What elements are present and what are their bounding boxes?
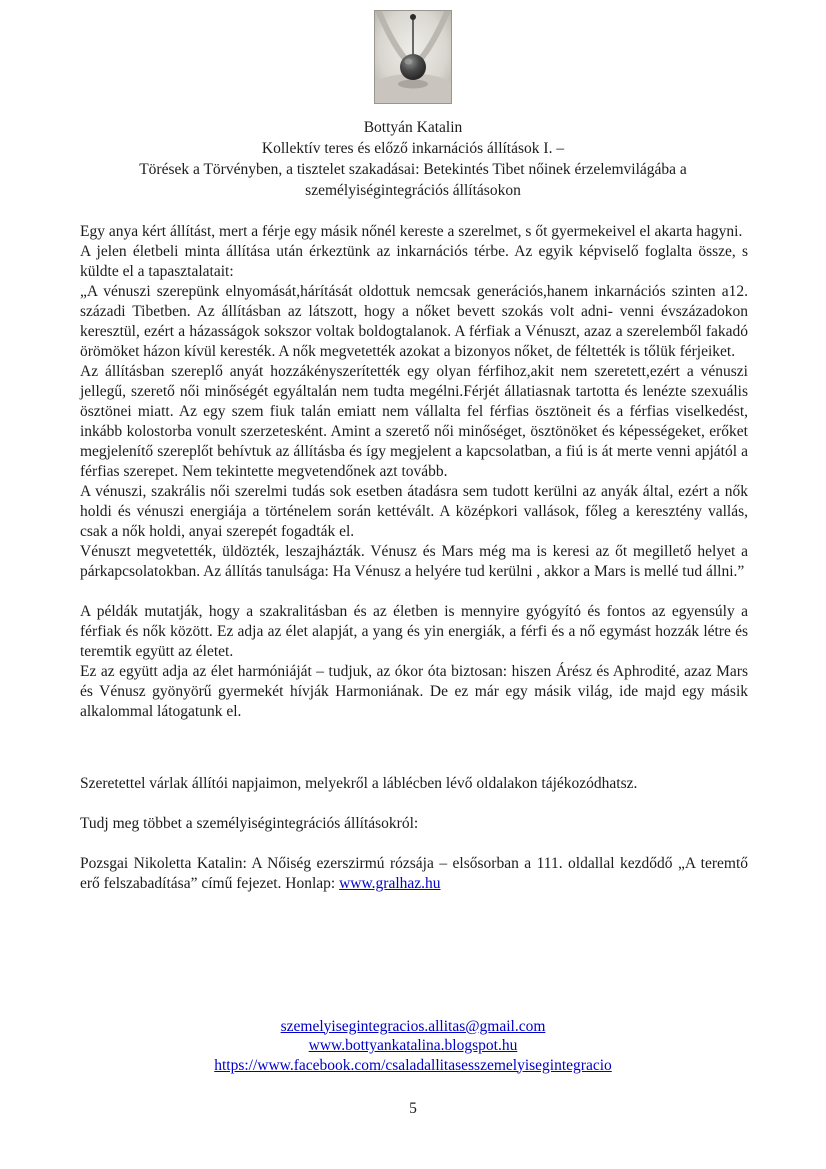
title-line-2: Törések a Törvényben, a tisztelet szakadásai: Betekintés Tibet nőinek érzelemvilágába a személyiségintegrációs állításokon [139, 161, 687, 199]
body-paragraph: A vénuszi, szakrális női szerelmi tudás sok esetben átadásra sem tudott kerülni az anyák által, ezért a nők holdi és vénuszi energiája a történelem során kettévált. A középkori vallások, főleg a keresztény vallás, csak a nők holdi, anyai szerepét fogadták el. [80, 483, 748, 540]
body-paragraph: „A vénuszi szerepünk elnyomását,hárítását oldottuk nemcsak generációs,hanem inkarnációs szinten a12. századi Tibetben. Az állításban az látszott, hogy a nőket bevett szokás volt adni- venni évszázadokon keresztül, ezért a házasságok sokszor voltak boldogtalanok. A férfiak a Vénuszt, azaz a szerelemből fakadó örömöket házon kívül keresték. A nők megvetették azokat a bizonyos nőket, de féltették is tőlük férjeiket. [80, 283, 748, 360]
page-number: 5 [409, 1100, 417, 1117]
body-paragraph: A jelen életbeli minta állítása után érkeztünk az inkarnációs térbe. Az egyik képviselő foglalta össze, s küldte el a tapasztalatait: [80, 243, 748, 280]
body-paragraph: Az állításban szereplő anyát hozzákényszerítették egy olyan férfihoz,akit nem szeretett,ezért a vénuszi jellegű, szerető női minőségét egyáltalán nem tudta megélni.Férjét állatiasnak tartotta és lenézte szexuális ösztönei miatt. Az egy szem fiuk talán emiatt nem vállalta fel férfias ösztöneit és a férfias viselkedést, inkább kolostorba vonult szerzetesként. Amint a szerető női minőséget, ösztönöket és képességeket, erőket megjelenítő szereplőt behívtuk az állításba és így megjelent a kapcsolatban, a fiú is át merte venni apjától a férfias szerepet. Nem tekintette megvetendőnek azt tovább. [80, 363, 748, 480]
email-link[interactable]: szemelyisegintegracios.allitas@gmail.com [280, 1017, 546, 1035]
document-body [0, 222, 826, 894]
book-reference-text: Pozsgai Nikoletta Katalin: A Nőiség ezerszirmú rózsája – elsősorban a 111. oldallal kezdődő „A teremtő erő felszabadítása” című fejezet. Honlap: [80, 855, 748, 892]
body-paragraph: Ez az együtt adja az élet harmóniáját – tudjuk, az ókor óta biztosan: hiszen Árész és Aphrodité, azaz Mars és Vénusz gyönyörű gyermekét hívják Harmoniának. De ez már egy másik világ, ide majd egy másik alkalommal látogatunk el. [80, 663, 748, 720]
body-paragraph: Vénuszt megvetették, üldözték, leszajházták. Vénusz és Mars még ma is keresi az őt megillető helyet a párkapcsolatokban. Az állítás tanulsága: Ha Vénusz a helyére tud kerülni , akkor a Mars is mellé tud állni.” [80, 543, 748, 580]
footer-line [0, 1017, 826, 1037]
body-paragraph: Egy anya kért állítást, mert a férje egy másik nőnél kereste a szerelmet, s őt gyermekeivel el akarta hagyni. [80, 223, 743, 240]
header-logo [0, 0, 826, 104]
title-line-1: Kollektív teres és előző inkarnációs állítások I. – [261, 140, 565, 157]
book-reference-paragraph [80, 854, 748, 894]
blog-link[interactable]: www.bottyankatalina.blogspot.hu [308, 1037, 518, 1054]
footer-links [0, 1017, 826, 1076]
footer-line [0, 1056, 826, 1076]
body-paragraph: A példák mutatják, hogy a szakralitásban és az életben is mennyire gyógyító és fontos az egyensúly a férfiak és nők között. Ez adja az élet alapját, a yang és yin energiák, a férfi és a nő egymást hozzák létre és teremtik együtt az életet. [80, 603, 748, 660]
pendulum-photo-image [374, 10, 452, 104]
body-paragraph: Szeretettel várlak állítói napjaimon, melyekről a láblécben lévő oldalakon tájékozódhatsz. [80, 775, 638, 792]
facebook-link[interactable]: https://www.facebook.com/csaladallitasesszemelyisegintegracio [214, 1056, 612, 1074]
author-name: Bottyán Katalin [363, 119, 463, 136]
document-header [0, 117, 826, 201]
gralhaz-link[interactable]: www.gralhaz.hu [339, 875, 441, 892]
body-paragraph: Tudj meg többet a személyiségintegrációs állításokról: [80, 815, 419, 832]
footer-line [0, 1036, 826, 1056]
